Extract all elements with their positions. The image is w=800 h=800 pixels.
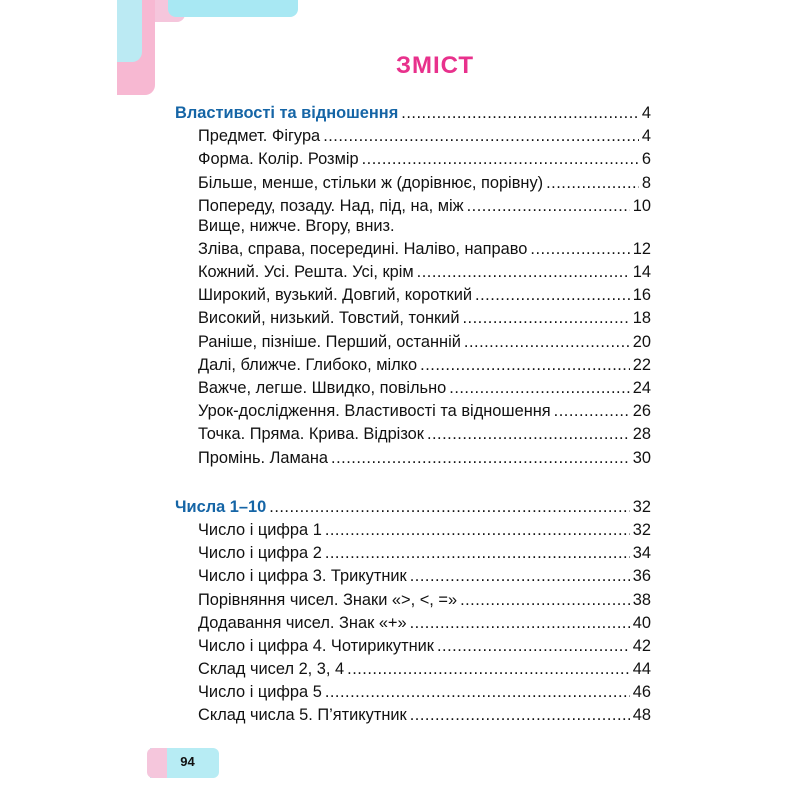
- toc-entry-label: Число і цифра 4. Чотирикутник: [198, 636, 434, 655]
- toc-entry-label: Важче, легше. Швидко, повільно: [198, 379, 447, 398]
- toc-dot-leader: [420, 354, 630, 377]
- toc-entry-label: Вище, нижче. Вгору, вниз.: [198, 216, 395, 235]
- toc-dot-leader: [554, 400, 630, 423]
- toc-entry[interactable]: [175, 261, 651, 284]
- toc-page-number: 34: [632, 544, 651, 563]
- toc-dot-leader: [325, 519, 630, 542]
- toc-page-number: 10: [632, 196, 651, 215]
- toc-entry-label: Число і цифра 5: [198, 683, 322, 702]
- toc-page-number: 14: [632, 263, 651, 282]
- toc-entry[interactable]: [175, 148, 651, 171]
- toc-entry-label: Високий, низький. Товстий, тонкий: [198, 309, 460, 328]
- toc-entry[interactable]: [175, 284, 651, 307]
- toc-entry[interactable]: [175, 612, 651, 635]
- toc-entry[interactable]: [175, 172, 651, 195]
- toc-entry-label: Число і цифра 2: [198, 544, 322, 563]
- toc-entry[interactable]: [175, 565, 651, 588]
- toc-entry-label: Предмет. Фігура: [198, 127, 321, 146]
- toc-entry[interactable]: [175, 658, 651, 681]
- toc-page-number: 46: [632, 683, 651, 702]
- toc-page-number: 18: [632, 309, 651, 328]
- toc-dot-leader: [323, 125, 639, 148]
- toc-dot-leader: [467, 195, 630, 218]
- toc-entry-label: Склад чисел 2, 3, 4: [198, 660, 345, 679]
- toc-dot-leader: [427, 423, 630, 446]
- toc-heading[interactable]: [175, 496, 651, 519]
- toc-dot-leader: [437, 635, 630, 658]
- toc-page-number: 36: [632, 567, 651, 586]
- toc-page-number: 48: [632, 706, 651, 725]
- toc-entry-label: Склад числа 5. П’ятикутник: [198, 706, 407, 725]
- toc-entry[interactable]: [175, 218, 651, 238]
- toc-page-number: 20: [632, 332, 651, 351]
- section-gap: [175, 470, 651, 496]
- toc-dot-leader: [325, 542, 630, 565]
- toc-entry[interactable]: [175, 705, 651, 728]
- toc-page-number: 26: [632, 402, 651, 421]
- toc-entry-label: Далі, ближче. Глибоко, мілко: [198, 355, 418, 374]
- toc-heading-label: Властивості та відношення: [175, 103, 399, 122]
- toc-entry[interactable]: [175, 447, 651, 470]
- toc-page-number: 40: [632, 613, 651, 632]
- toc-entry-label: Точка. Пряма. Крива. Відрізок: [198, 425, 424, 444]
- toc-entry-label: Додавання чисел. Знак «+»: [198, 613, 407, 632]
- toc-entry[interactable]: [175, 519, 651, 542]
- toc-page-number: 38: [632, 590, 651, 609]
- toc-entry-label: Промінь. Ламана: [198, 448, 329, 467]
- page-title: ЗМІСТ: [395, 52, 475, 79]
- toc-entry[interactable]: [175, 308, 651, 331]
- toc-entry-label: Більше, менше, стільки ж (дорівнює, порівну): [198, 173, 544, 192]
- toc-page-number: 24: [632, 379, 651, 398]
- toc-entry-label: Раніше, пізніше. Перший, останній: [198, 332, 461, 351]
- toc-page-number: 16: [632, 286, 651, 305]
- toc-dot-leader: [362, 148, 639, 171]
- toc-dot-leader: [463, 307, 630, 330]
- toc-entry[interactable]: [175, 589, 651, 612]
- toc-page-number: 44: [632, 660, 651, 679]
- toc-page-number: 28: [632, 425, 651, 444]
- toc-page-number: 30: [632, 448, 651, 467]
- toc-page-number: 8: [641, 173, 651, 192]
- toc-dot-leader: [449, 377, 630, 400]
- decor-cyan-strip: [168, 0, 298, 17]
- toc-entry[interactable]: [175, 354, 651, 377]
- toc-entry[interactable]: [175, 681, 651, 704]
- toc-dot-leader: [530, 238, 629, 261]
- toc-heading-label: Числа 1–10: [175, 497, 267, 516]
- toc-entry[interactable]: [175, 635, 651, 658]
- toc-dot-leader: [410, 704, 630, 727]
- toc-dot-leader: [325, 681, 630, 704]
- toc-entry-label: Урок-дослідження. Властивості та відношення: [198, 402, 551, 421]
- toc-entry-label: Число і цифра 3. Трикутник: [198, 567, 407, 586]
- toc-dot-leader: [475, 284, 630, 307]
- toc-dot-leader: [464, 331, 630, 354]
- toc-dot-leader: [410, 612, 630, 635]
- toc-dot-leader: [269, 496, 630, 519]
- page-number-tab: [150, 748, 219, 778]
- toc-entry[interactable]: [175, 377, 651, 400]
- toc-page-number: 42: [632, 636, 651, 655]
- toc-page-number: 6: [641, 150, 651, 169]
- toc-heading[interactable]: [175, 102, 651, 125]
- table-of-contents: [175, 102, 651, 728]
- toc-page-number: 22: [632, 355, 651, 374]
- toc-entry-label: Широкий, вузький. Довгий, короткий: [198, 286, 473, 305]
- toc-dot-leader: [417, 261, 630, 284]
- toc-entry-label: Зліва, справа, посередині. Наліво, направо: [198, 239, 528, 258]
- toc-entry-label: Форма. Колір. Розмір: [198, 150, 359, 169]
- toc-page-number: 12: [632, 239, 651, 258]
- toc-entry[interactable]: [175, 400, 651, 423]
- toc-dot-leader: [546, 172, 639, 195]
- toc-page-number: 4: [641, 127, 651, 146]
- toc-entry[interactable]: [175, 238, 651, 261]
- toc-entry-label: Порівняння чисел. Знаки «>, <, =»: [198, 590, 458, 609]
- toc-entry[interactable]: [175, 331, 651, 354]
- toc-dot-leader: [331, 447, 630, 470]
- toc-dot-leader: [401, 102, 639, 125]
- page-number: 94: [180, 754, 195, 769]
- toc-entry-label: Число і цифра 1: [198, 520, 322, 539]
- toc-dot-leader: [410, 565, 630, 588]
- toc-entry-label: Кожний. Усі. Решта. Усі, крім: [198, 263, 414, 282]
- toc-entry[interactable]: [175, 125, 651, 148]
- toc-entry[interactable]: [175, 542, 651, 565]
- toc-page-number: 32: [632, 520, 651, 539]
- toc-entry[interactable]: [175, 423, 651, 446]
- toc-entry-label: Попереду, позаду. Над, під, на, між: [198, 196, 464, 215]
- toc-dot-leader: [347, 658, 630, 681]
- toc-page-number: 32: [632, 497, 651, 516]
- toc-dot-leader: [460, 589, 630, 612]
- toc-page-number: 4: [641, 103, 651, 122]
